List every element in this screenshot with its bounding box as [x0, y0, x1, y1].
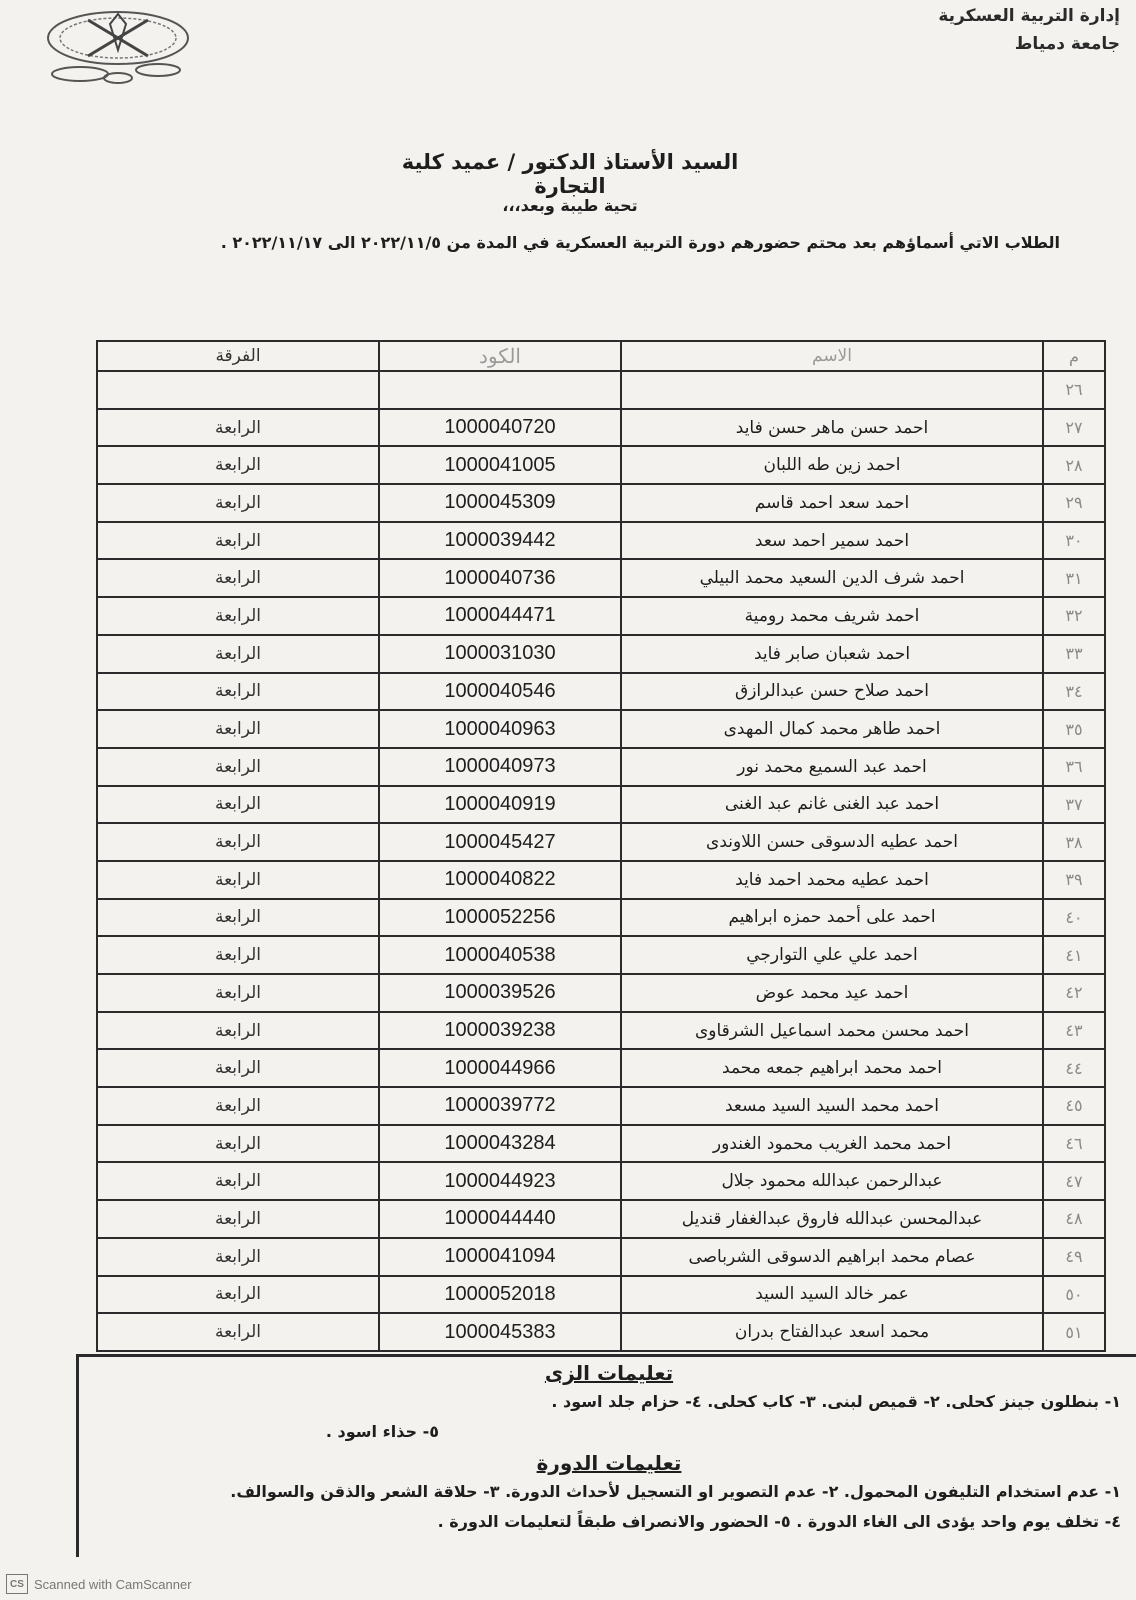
- row-year: الرابعة: [97, 823, 379, 861]
- row-num: ٣٩: [1043, 861, 1105, 899]
- row-num: ٤٣: [1043, 1012, 1105, 1050]
- row-year: الرابعة: [97, 1313, 379, 1351]
- row-code: 1000044440: [379, 1200, 621, 1238]
- row-num: ٤٦: [1043, 1125, 1105, 1163]
- row-name: احمد عطيه الدسوقى حسن اللاوندى: [621, 823, 1043, 861]
- table-row: [97, 1313, 1105, 1351]
- row-year: الرابعة: [97, 484, 379, 522]
- row-name: احمد عطيه محمد احمد فايد: [621, 861, 1043, 899]
- uniform-instructions-title: تعليمات الزى: [544, 1361, 674, 1385]
- row-name: عمر خالد السيد السيد: [621, 1276, 1043, 1314]
- row-num: ٢٧: [1043, 409, 1105, 447]
- row-num: ٤١: [1043, 936, 1105, 974]
- row-name: احمد شريف محمد رومية: [621, 597, 1043, 635]
- row-code: 1000040720: [379, 409, 621, 447]
- course-instructions-title: تعليمات الدورة: [536, 1451, 682, 1475]
- table-row: [97, 1200, 1105, 1238]
- camscanner-logo: CS: [6, 1574, 28, 1594]
- row-code: 1000044966: [379, 1049, 621, 1087]
- table-header-row: [97, 341, 1105, 371]
- letter-addressee: السيد الأستاذ الدكتور / عميد كلية التجارة: [401, 150, 739, 198]
- row-code: 1000040822: [379, 861, 621, 899]
- row-num: ٤٤: [1043, 1049, 1105, 1087]
- row-code: 1000039238: [379, 1012, 621, 1050]
- row-num: ٤٨: [1043, 1200, 1105, 1238]
- row-code: 1000040963: [379, 710, 621, 748]
- row-name: احمد محمد السيد السيد مسعد: [621, 1087, 1043, 1125]
- row-year: [97, 371, 379, 409]
- row-year: الرابعة: [97, 559, 379, 597]
- scanner-watermark: [0, 1568, 326, 1600]
- table-row: [97, 823, 1105, 861]
- course-instructions-line: ٤- تخلف يوم واحد يؤدى الى الغاء الدورة . ٥- الحضور والانصراف طبقاً لتعليمات الدورة .: [437, 1512, 1121, 1531]
- table-row: [97, 1162, 1105, 1200]
- table-row: [97, 446, 1105, 484]
- row-year: الرابعة: [97, 673, 379, 711]
- row-code: 1000043284: [379, 1125, 621, 1163]
- row-code: 1000040736: [379, 559, 621, 597]
- table-row: [97, 1276, 1105, 1314]
- table-row: [97, 936, 1105, 974]
- row-code: 1000045427: [379, 823, 621, 861]
- row-name: احمد عيد محمد عوض: [621, 974, 1043, 1012]
- row-num: ٤٧: [1043, 1162, 1105, 1200]
- table-row: [97, 1238, 1105, 1276]
- row-code: 1000044923: [379, 1162, 621, 1200]
- row-name: احمد طاهر محمد كمال المهدى: [621, 710, 1043, 748]
- table-row: [97, 559, 1105, 597]
- row-num: ٥٠: [1043, 1276, 1105, 1314]
- row-code: 1000040919: [379, 786, 621, 824]
- row-code: [379, 371, 621, 409]
- instructions-box: [76, 1354, 1136, 1557]
- header-name: الاسم: [621, 341, 1043, 371]
- row-num: ٥١: [1043, 1313, 1105, 1351]
- header-num: م: [1043, 341, 1105, 371]
- table-row: [97, 748, 1105, 786]
- row-year: الرابعة: [97, 1087, 379, 1125]
- row-name: احمد سمير احمد سعد: [621, 522, 1043, 560]
- row-name: احمد صلاح حسن عبدالرازق: [621, 673, 1043, 711]
- row-year: الرابعة: [97, 522, 379, 560]
- table-row: [97, 371, 1105, 409]
- row-year: الرابعة: [97, 899, 379, 937]
- table-row: [97, 1125, 1105, 1163]
- row-num: ٢٦: [1043, 371, 1105, 409]
- row-name: احمد عبد الغنى غانم عبد الغنى: [621, 786, 1043, 824]
- row-year: الرابعة: [97, 1049, 379, 1087]
- row-num: ٣٢: [1043, 597, 1105, 635]
- row-code: 1000045309: [379, 484, 621, 522]
- table-row: [97, 786, 1105, 824]
- header-year: الفرقة: [97, 341, 379, 371]
- students-table-wrap: [96, 340, 1096, 1352]
- row-num: ٣٠: [1043, 522, 1105, 560]
- row-name: احمد حسن ماهر حسن فايد: [621, 409, 1043, 447]
- row-num: ٣٧: [1043, 786, 1105, 824]
- row-name: احمد زين طه اللبان: [621, 446, 1043, 484]
- row-year: الرابعة: [97, 635, 379, 673]
- row-num: ٤٠: [1043, 899, 1105, 937]
- row-name: احمد سعد احمد قاسم: [621, 484, 1043, 522]
- military-education-emblem: [18, 6, 198, 86]
- row-code: 1000040546: [379, 673, 621, 711]
- row-year: الرابعة: [97, 409, 379, 447]
- table-row: [97, 484, 1105, 522]
- row-code: 1000041005: [379, 446, 621, 484]
- row-num: ٣١: [1043, 559, 1105, 597]
- letter-greeting: تحية طيبة وبعد،،،: [502, 196, 638, 215]
- row-name: احمد علي علي التوارجي: [621, 936, 1043, 974]
- header-code: الكود: [379, 341, 621, 371]
- row-name: احمد شرف الدين السعيد محمد البيلي: [621, 559, 1043, 597]
- table-row: [97, 409, 1105, 447]
- table-body: [97, 371, 1105, 1351]
- row-name: عبدالمحسن عبدالله فاروق عبدالغفار قنديل: [621, 1200, 1043, 1238]
- row-year: الرابعة: [97, 1200, 379, 1238]
- row-num: ٣٣: [1043, 635, 1105, 673]
- row-name: عبدالرحمن عبدالله محمود جلال: [621, 1162, 1043, 1200]
- row-year: الرابعة: [97, 1276, 379, 1314]
- letter-intro-line: الطلاب الاتي أسماؤهم بعد محتم حضورهم دورة التربية العسكرية في المدة من ٢٠٢٢/١١/٥ الى ٢٠٢٢/١١/١٧ .: [220, 233, 1060, 252]
- row-num: ٢٩: [1043, 484, 1105, 522]
- row-num: ٤٥: [1043, 1087, 1105, 1125]
- row-code: 1000045383: [379, 1313, 621, 1351]
- row-code: 1000052256: [379, 899, 621, 937]
- row-year: الرابعة: [97, 1125, 379, 1163]
- row-year: الرابعة: [97, 446, 379, 484]
- row-code: 1000040973: [379, 748, 621, 786]
- table-row: [97, 597, 1105, 635]
- row-code: 1000039772: [379, 1087, 621, 1125]
- issuer-university: جامعة دمياط: [1014, 34, 1120, 54]
- students-table: [96, 340, 1106, 1352]
- table-row: [97, 710, 1105, 748]
- issuer-header: [938, 2, 1120, 58]
- table-row: [97, 974, 1105, 1012]
- row-year: الرابعة: [97, 1012, 379, 1050]
- table-row: [97, 861, 1105, 899]
- row-name: احمد محمد ابراهيم جمعه محمد: [621, 1049, 1043, 1087]
- uniform-instructions-line: ٥- حذاء اسود .: [325, 1422, 439, 1441]
- row-code: 1000040538: [379, 936, 621, 974]
- row-year: الرابعة: [97, 748, 379, 786]
- row-code: 1000044471: [379, 597, 621, 635]
- row-name: [621, 371, 1043, 409]
- table-row: [97, 635, 1105, 673]
- table-row: [97, 899, 1105, 937]
- row-name: عصام محمد ابراهيم الدسوقى الشرباصى: [621, 1238, 1043, 1276]
- row-year: الرابعة: [97, 597, 379, 635]
- issuer-department: إدارة التربية العسكرية: [938, 6, 1120, 26]
- row-num: ٣٦: [1043, 748, 1105, 786]
- row-name: احمد شعبان صابر فايد: [621, 635, 1043, 673]
- row-year: الرابعة: [97, 974, 379, 1012]
- row-name: محمد اسعد عبدالفتاح بدران: [621, 1313, 1043, 1351]
- table-row: [97, 1087, 1105, 1125]
- uniform-instructions-line: ١- بنطلون جينز كحلى. ٢- قميص لبنى. ٣- كاب كحلى. ٤- حزام جلد اسود .: [551, 1392, 1121, 1411]
- table-row: [97, 1012, 1105, 1050]
- row-num: ٣٥: [1043, 710, 1105, 748]
- row-year: الرابعة: [97, 861, 379, 899]
- letter-intro: [70, 228, 1060, 258]
- row-num: ٣٨: [1043, 823, 1105, 861]
- row-num: ٤٢: [1043, 974, 1105, 1012]
- table-row: [97, 1049, 1105, 1087]
- row-year: الرابعة: [97, 1162, 379, 1200]
- table-row: [97, 522, 1105, 560]
- row-code: 1000031030: [379, 635, 621, 673]
- row-num: ٤٩: [1043, 1238, 1105, 1276]
- row-year: الرابعة: [97, 710, 379, 748]
- row-code: 1000039526: [379, 974, 621, 1012]
- camscanner-text: Scanned with CamScanner: [34, 1576, 192, 1592]
- row-code: 1000052018: [379, 1276, 621, 1314]
- table-row: [97, 673, 1105, 711]
- row-year: الرابعة: [97, 936, 379, 974]
- row-name: احمد محمد الغريب محمود الغندور: [621, 1125, 1043, 1163]
- course-instructions-line: ١- عدم استخدام التليفون المحمول. ٢- عدم التصوير او التسجيل لأحداث الدورة. ٣- حلاقة الشعر والذقن والسوالف.: [230, 1482, 1121, 1501]
- row-name: احمد محسن محمد اسماعيل الشرقاوى: [621, 1012, 1043, 1050]
- row-code: 1000039442: [379, 522, 621, 560]
- row-year: الرابعة: [97, 1238, 379, 1276]
- row-name: احمد على أحمد حمزه ابراهيم: [621, 899, 1043, 937]
- row-year: الرابعة: [97, 786, 379, 824]
- row-name: احمد عبد السميع محمد نور: [621, 748, 1043, 786]
- row-num: ٢٨: [1043, 446, 1105, 484]
- row-code: 1000041094: [379, 1238, 621, 1276]
- row-num: ٣٤: [1043, 673, 1105, 711]
